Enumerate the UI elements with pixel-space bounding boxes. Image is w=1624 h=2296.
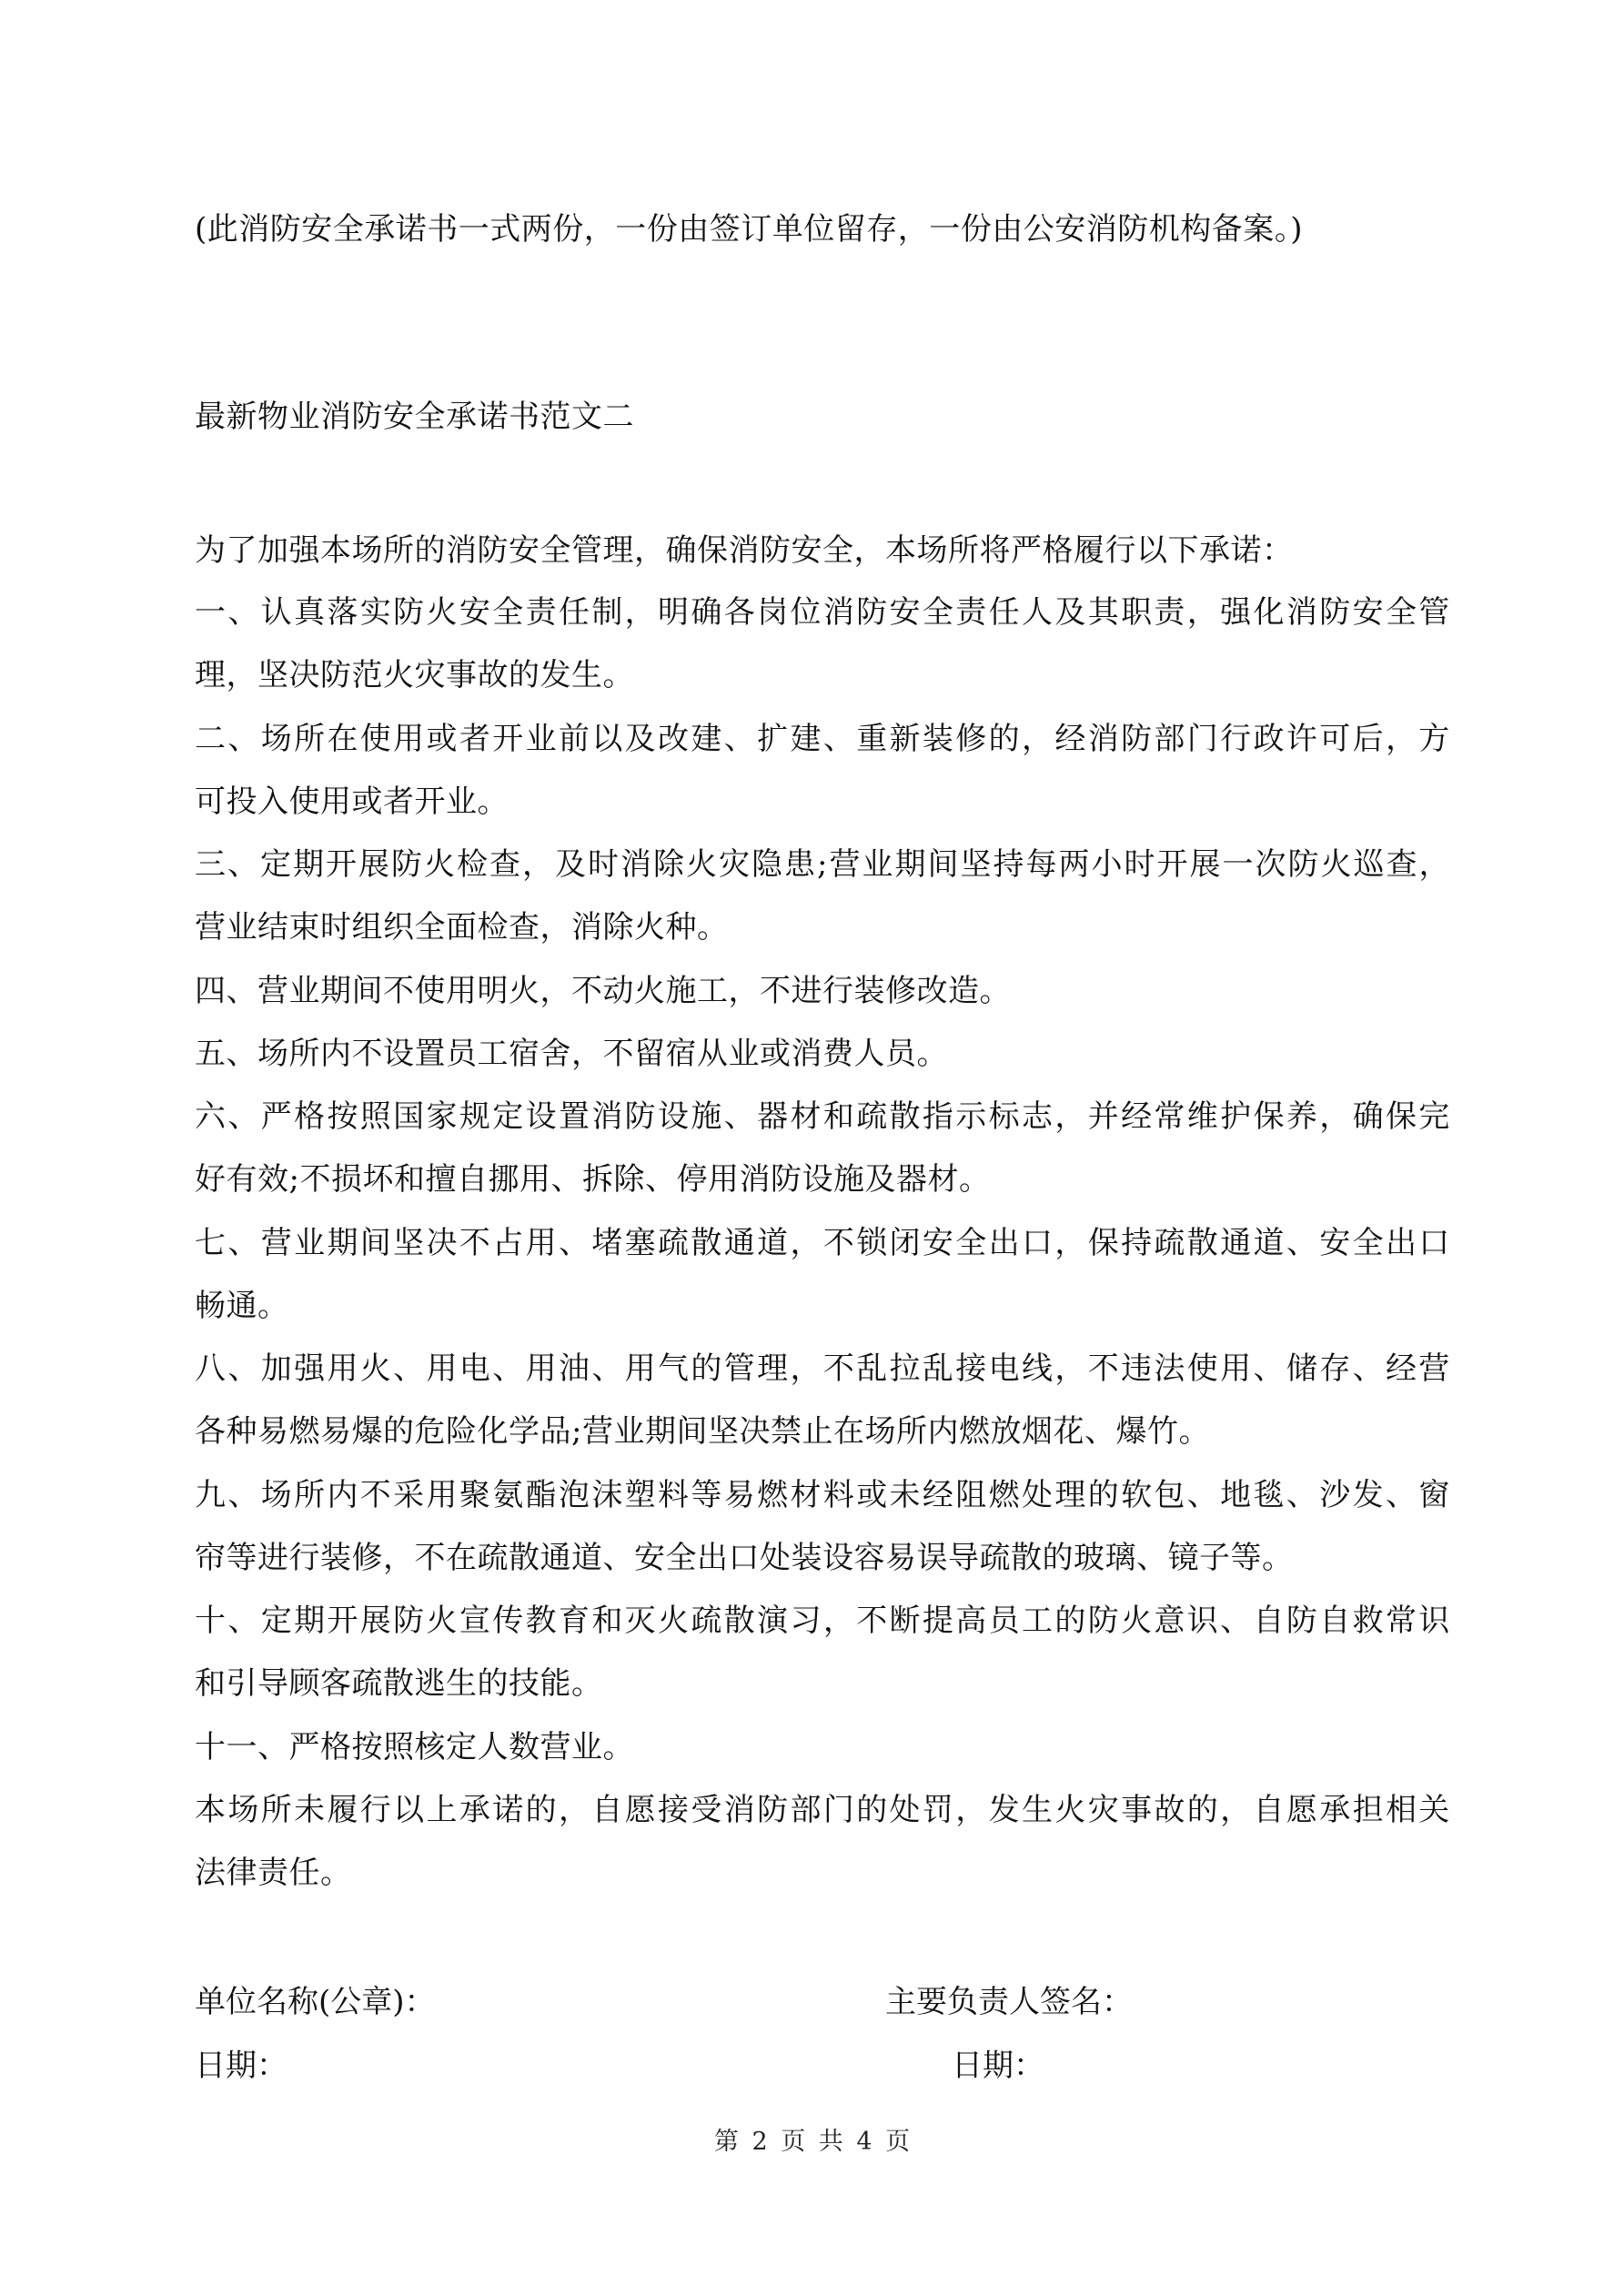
body-line: 六 、 严 格 按 照 国 家 规 定 设 置 消 防 设 施 、 器 材 和 疏 散 指 示 标 志 ， 并 经 常 维 护 保 养 ， 确 保 完 <box>195 1098 1450 1135</box>
body-line: 一 、 认 真 落 实 防 火 安 全 责 任 制 ， 明 确 各 岗 位 消 防 安 全 责 任 人 及 其 职 责 ， 强 化 消 防 安 全 管 <box>195 594 1450 631</box>
body-line: 五、场所内不设置员工宿舍，不留宿从业或消费人员。 <box>195 1036 948 1072</box>
filing-note: (此消防安全承诺书一式两份，一份由签订单位留存，一份由公安消防机构备案。) <box>195 211 1304 248</box>
body-line: 营业结束时组织全面检查，消除火种。 <box>195 909 729 946</box>
body-line: 畅通。 <box>195 1288 289 1324</box>
body-line: 好有效;不损坏和擅自挪用、拆除、停用消防设施及器材。 <box>195 1161 991 1198</box>
body-line: 法律责任。 <box>195 1855 352 1891</box>
body-line: 各种易燃易爆的危险化学品;营业期间坚决禁止在场所内燃放烟花、爆竹。 <box>195 1413 1210 1450</box>
body-line: 和引导顾客疏散逃生的技能。 <box>195 1665 603 1702</box>
principal-signature-label: 主要负责人签名： <box>885 1984 1133 2020</box>
document-heading: 最新物业消防安全承诺书范文二 <box>195 399 634 435</box>
intro-paragraph: 为了加强本场所的消防安全管理，确保消防安全，本场所将严格履行以下承诺： <box>195 532 1294 569</box>
body-line: 可投入使用或者开业。 <box>195 784 509 820</box>
unit-name-label: 单位名称(公章)： <box>195 1984 436 2020</box>
body-line: 八 、 加 强 用 火 、 用 电 、 用 油 、 用 气 的 管 理 ， 不 乱 拉 乱 接 电 线 ， 不 违 法 使 用 、 储 存 、 经 营 <box>195 1350 1450 1387</box>
date-label-left: 日期： <box>195 2048 287 2084</box>
page-footer: 第 2 页 共 4 页 <box>713 2128 911 2156</box>
body-line: 本 场 所 未 履 行 以 上 承 诺 的 ， 自 愿 接 受 消 防 部 门 的 处 罚 ， 发 生 火 灾 事 故 的 ， 自 愿 承 担 相 关 <box>195 1792 1450 1828</box>
body-line: 三 、 定 期 开 展 防 火 检 查 ， 及 时 消 除 火 灾 隐 患 ; 营 业 期 间 坚 持 每 两 小 时 开 展 一 次 防 火 巡 查 ， <box>195 846 1450 883</box>
date-label-right: 日期： <box>952 2048 1044 2084</box>
body-line: 九 、 场 所 内 不 采 用 聚 氨 酯 泡 沫 塑 料 等 易 燃 材 料 或 未 经 阻 燃 处 理 的 软 包 、 地 毯 、 沙 发 、 窗 <box>195 1477 1450 1513</box>
body-line: 二 、 场 所 在 使 用 或 者 开 业 前 以 及 改 建 、 扩 建 、 重 新 装 修 的 ， 经 消 防 部 门 行 政 许 可 后 ， 方 <box>195 721 1450 757</box>
body-line: 十 、 定 期 开 展 防 火 宣 传 教 育 和 灭 火 疏 散 演 习 ， 不 断 提 高 员 工 的 防 火 意 识 、 自 防 自 救 常 识 <box>195 1603 1450 1639</box>
body-line: 四、营业期间不使用明火，不动火施工，不进行装修改造。 <box>195 973 1011 1009</box>
body-line: 理，坚决防范火灾事故的发生。 <box>195 657 634 693</box>
body-line: 帘等进行装修，不在疏散通道、安全出口处装设容易误导疏散的玻璃、镜子等。 <box>195 1540 1294 1576</box>
body-line: 七 、 营 业 期 间 坚 决 不 占 用 、 堵 塞 疏 散 通 道 ， 不 锁 闭 安 全 出 口 ， 保 持 疏 散 通 道 、 安 全 出 口 <box>195 1225 1450 1261</box>
body-line: 十一、严格按照核定人数营业。 <box>195 1729 634 1765</box>
